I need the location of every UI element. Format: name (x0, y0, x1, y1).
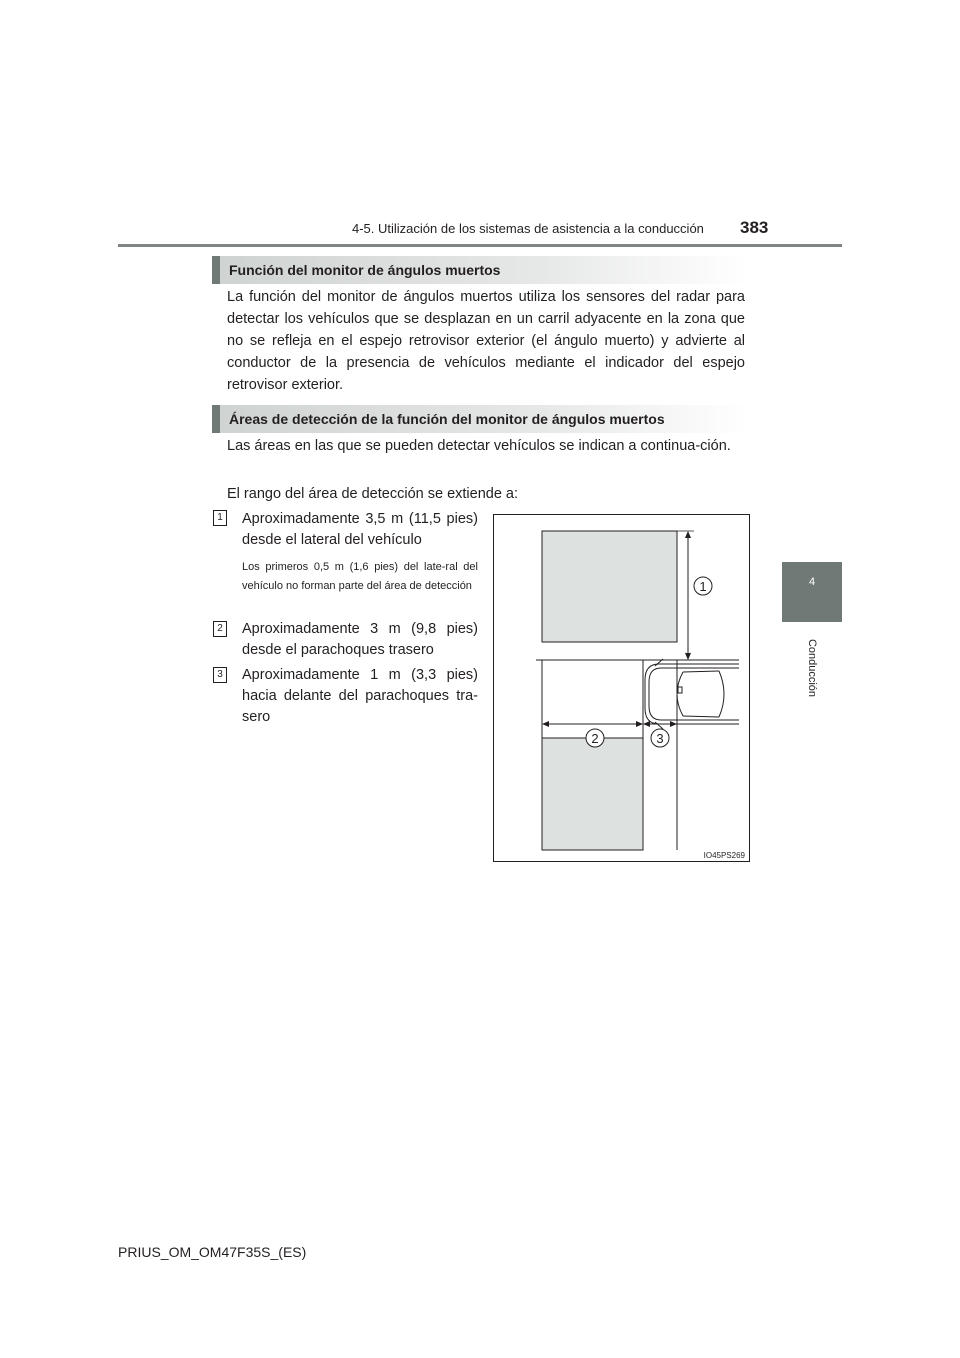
item-text-1: Aproximadamente 3,5 m (11,5 pies) desde el lateral del vehículo (242, 511, 478, 548)
item-text-3: Aproximadamente 1 m (3,3 pies) hacia delante del parachoques tra-sero (242, 667, 478, 725)
detection-area-figure (493, 514, 750, 862)
figure-code: IO45PS269 (703, 851, 745, 860)
detection-intro: Las áreas en las que se pueden detectar vehículos se indican a continua-ción. (227, 438, 731, 454)
chapter-number: 4 (808, 576, 816, 588)
callout-2-label: 2 (591, 731, 599, 746)
section-heading-detection-areas: Áreas de detección de la función del monitor de ángulos muertos (212, 405, 749, 433)
rear-detection-zone (542, 738, 643, 850)
section-heading-function: Función del monitor de ángulos muertos (212, 256, 749, 284)
item-number-2: 2 (213, 621, 227, 637)
item-number-3: 3 (213, 667, 227, 683)
callout-2 (586, 729, 604, 747)
side-detection-zone (542, 531, 677, 642)
callout-3-label: 3 (656, 731, 664, 746)
detection-range-intro: El rango del área de detección se extiende a: (227, 486, 519, 502)
callout-1 (694, 577, 712, 595)
detection-area-diagram (493, 514, 750, 862)
item-note-1: Los primeros 0,5 m (1,6 pies) del late-ral del vehículo no forman parte del área de detección (242, 561, 478, 592)
item-text-2: Aproximadamente 3 m (9,8 pies) desde el parachoques trasero (242, 621, 478, 658)
callout-3 (651, 729, 669, 747)
footer-doc-code: PRIUS_OM_OM47F35S_(ES) (118, 1244, 307, 1260)
chapter-side-label: Conducción (806, 638, 818, 698)
callout-1-label: 1 (699, 579, 707, 594)
header-rule (118, 244, 842, 247)
page-number: 383 (740, 218, 769, 237)
header-chapter-title: 4-5. Utilización de los sistemas de asistencia a la conducción (352, 221, 704, 236)
item-number-1: 1 (213, 510, 227, 526)
function-description: La función del monitor de ángulos muertos utiliza los sensores del radar para detectar los vehículos que se desplazan en un carril adyacente en la zona que no se refleja en el espejo retrovisor exterior (el ángulo muerto) y advierte al conductor de la presencia de vehículos mediante el indicador del espejo retrovisor exterior. (227, 289, 745, 393)
